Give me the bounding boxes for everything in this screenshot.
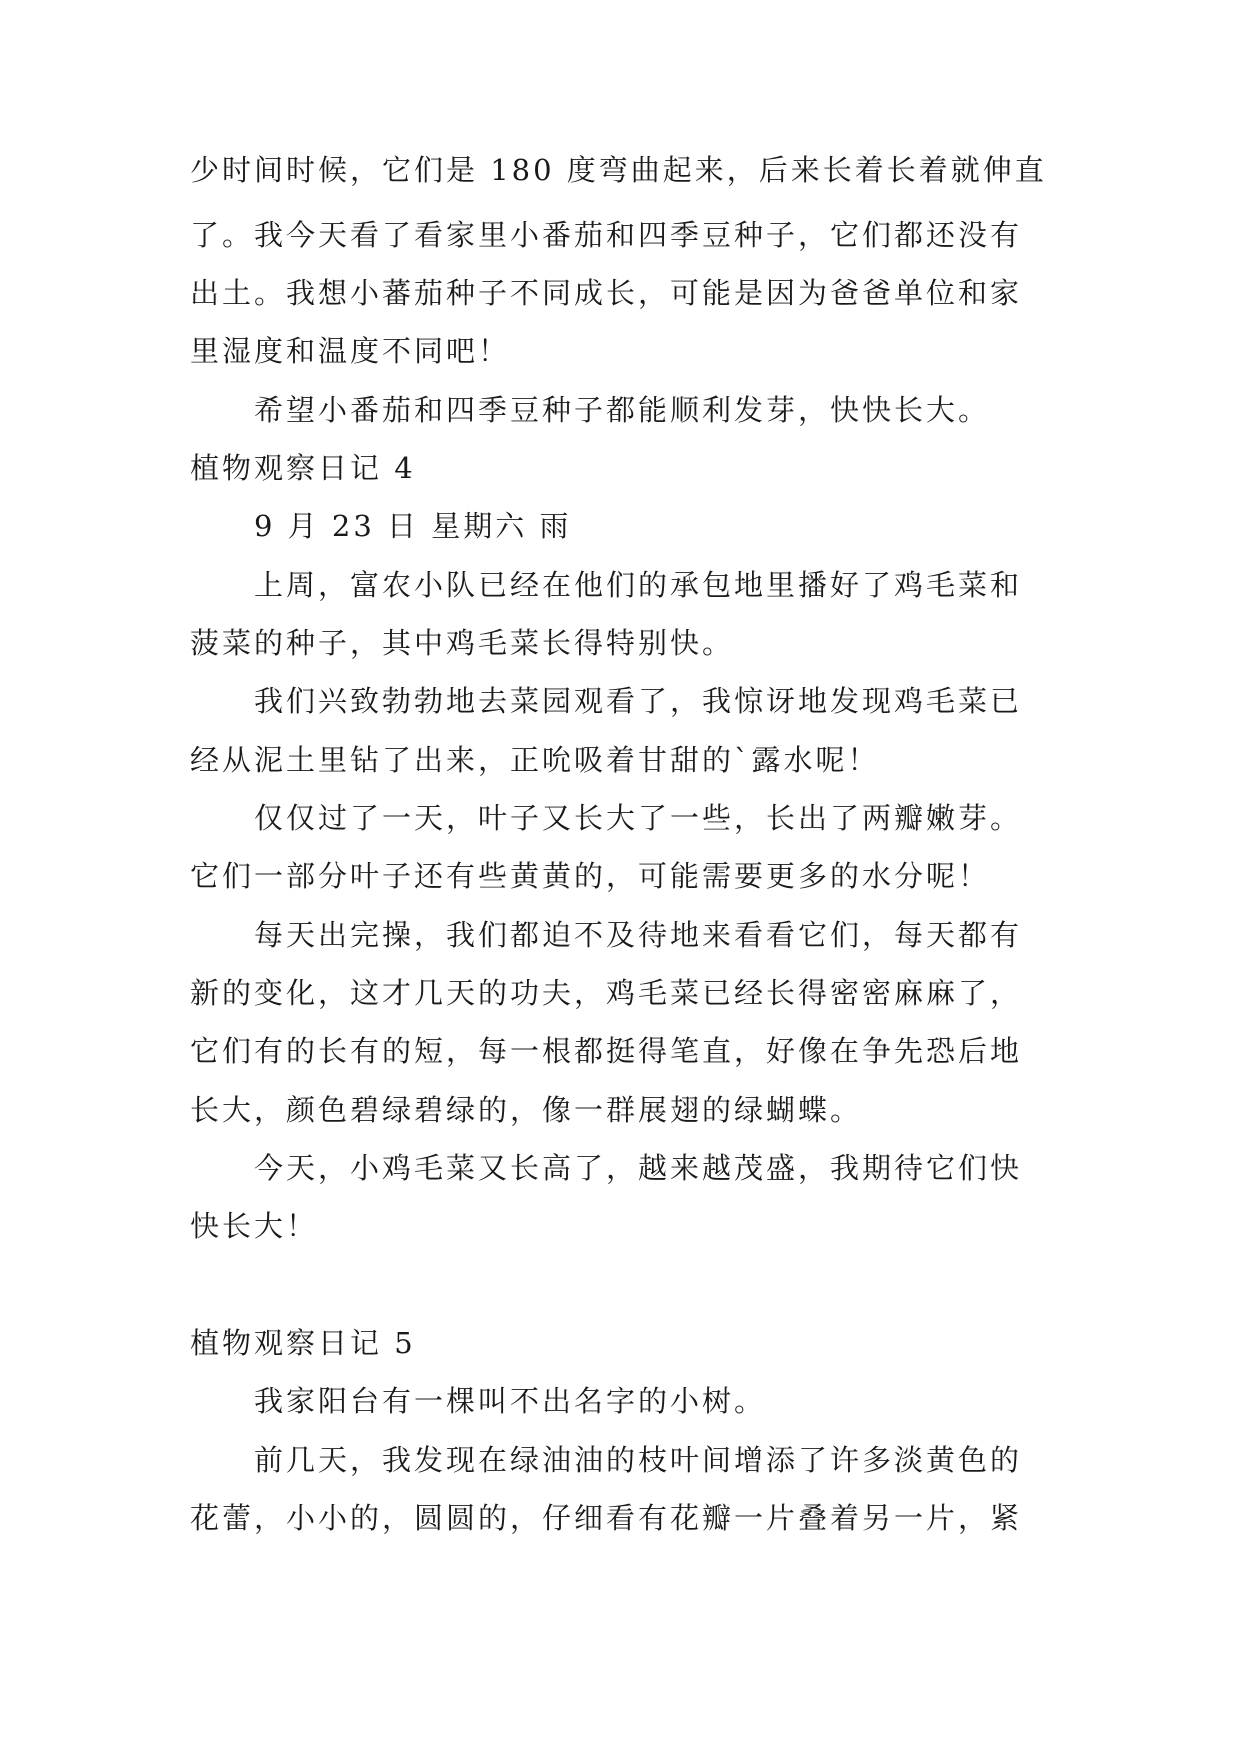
text-line: 长大，颜色碧绿碧绿的，像一群展翅的绿蝴蝶。 — [190, 1093, 863, 1127]
text-line: 了。我今天看了看家里小番茄和四季豆种子，它们都还没有 — [190, 218, 1023, 252]
text-line: 我们兴致勃勃地去菜园观看了，我惊讶地发现鸡毛菜已 — [254, 684, 1023, 718]
text-line: 仅仅过了一天，叶子又长大了一些，长出了两瓣嫩芽。 — [254, 801, 1023, 835]
text-line: 它们有的长有的短，每一根都挺得笔直，好像在争先恐后地 — [190, 1034, 1023, 1068]
text-line: 它们一部分叶子还有些黄黄的，可能需要更多的水分呢！ — [190, 859, 991, 893]
text-line: 经从泥土里钻了出来，正吮吸着甘甜的`露水呢！ — [190, 743, 880, 777]
text-line: 少时间时候，它们是 180 度弯曲起来，后来长着长着就伸直 — [190, 153, 1047, 187]
text-line: 前几天，我发现在绿油油的枝叶间增添了许多淡黄色的 — [254, 1443, 1023, 1477]
section-heading: 植物观察日记 5 — [190, 1326, 416, 1360]
text-line: 菠菜的种子，其中鸡毛菜长得特别快。 — [190, 626, 735, 660]
date-line: 9 月 23 日 星期六 雨 — [254, 509, 572, 543]
text-line: 出土。我想小蕃茄种子不同成长，可能是因为爸爸单位和家 — [190, 276, 1023, 310]
text-line: 花蕾，小小的，圆圆的，仔细看有花瓣一片叠着另一片，紧 — [190, 1501, 1023, 1535]
text-line: 新的变化，这才几天的功夫，鸡毛菜已经长得密密麻麻了， — [190, 976, 1023, 1010]
text-line: 今天，小鸡毛菜又长高了，越来越茂盛，我期待它们快 — [254, 1151, 1023, 1185]
text-line: 快长大！ — [190, 1209, 319, 1243]
text-line: 我家阳台有一棵叫不出名字的小树。 — [254, 1384, 767, 1418]
text-line: 每天出完操，我们都迫不及待地来看看它们，每天都有 — [254, 918, 1023, 952]
text-line: 上周，富农小队已经在他们的承包地里播好了鸡毛菜和 — [254, 568, 1023, 602]
section-heading: 植物观察日记 4 — [190, 451, 416, 485]
text-line: 里湿度和温度不同吧！ — [190, 334, 511, 368]
text-line: 希望小番茄和四季豆种子都能顺利发芽，快快长大。 — [254, 393, 991, 427]
